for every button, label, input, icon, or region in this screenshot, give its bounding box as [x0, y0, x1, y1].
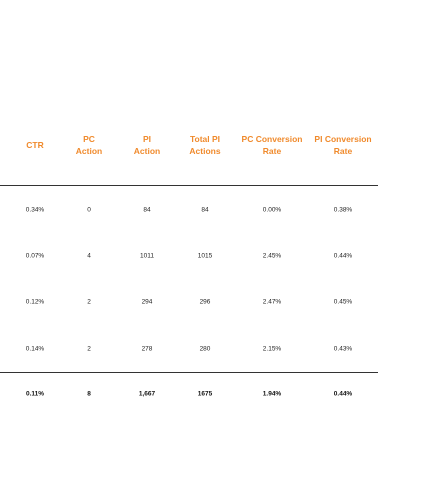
cell-total-pi-actions: 296	[199, 298, 211, 306]
header-pc-conversion-rate-line2: Rate	[262, 146, 282, 156]
cell-pc-conversion-rate: 2.47%	[262, 298, 282, 306]
header-pi-conversion-rate	[314, 133, 371, 157]
header-pc-conversion-rate-line1: PC Conversion	[241, 134, 303, 144]
header-total-pi-actions	[189, 133, 220, 157]
cell-pc-action: 2	[87, 298, 91, 306]
cell-pi-action: 1011	[140, 252, 154, 260]
header-pi-conversion-rate-line1: PI Conversion	[314, 134, 372, 144]
cell-pi-conversion-rate: 0.38%	[333, 206, 353, 214]
header-divider	[0, 185, 378, 186]
cell-pi-conversion-rate: 0.45%	[333, 298, 353, 306]
header-pc-conversion-rate	[242, 133, 303, 157]
header-pc-action-line1: PC	[83, 134, 95, 144]
cell-ctr: 0.07%	[25, 252, 45, 260]
total-pi-conversion-rate: 0.44%	[333, 390, 353, 398]
cell-pc-action: 2	[87, 345, 91, 353]
cell-pc-conversion-rate: 2.45%	[262, 252, 282, 260]
cell-pi-conversion-rate: 0.43%	[333, 345, 353, 353]
total-pc-conversion-rate: 1.94%	[262, 390, 282, 398]
total-total-pi-actions: 1675	[197, 390, 213, 398]
header-pi-action-line2: Action	[133, 146, 161, 156]
cell-pi-conversion-rate: 0.44%	[333, 252, 353, 260]
header-pi-conversion-rate-line2: Rate	[333, 146, 353, 156]
header-ctr	[26, 139, 43, 151]
header-total-pi-actions-line2: Actions	[189, 146, 221, 156]
cell-total-pi-actions: 1015	[197, 252, 213, 260]
header-total-pi-actions-line1: Total PI	[189, 134, 221, 144]
header-pc-action-line2: Action	[75, 146, 103, 156]
header-pi-action-line1: PI	[142, 134, 152, 144]
header-pc-action	[76, 133, 102, 157]
cell-total-pi-actions: 280	[199, 345, 211, 353]
header-pi-action	[134, 133, 160, 157]
cell-pi-action: 294	[141, 298, 153, 306]
cell-pc-action: 4	[87, 252, 91, 260]
cell-ctr: 0.34%	[25, 206, 45, 214]
total-ctr: 0.11%	[25, 390, 45, 398]
total-pc-action: 8	[87, 390, 91, 398]
cell-pi-action: 84	[143, 206, 151, 214]
header-ctr-label: CTR	[26, 140, 44, 150]
cell-pc-conversion-rate: 2.15%	[262, 345, 282, 353]
total-pi-action: 1,667	[138, 390, 156, 398]
cell-ctr: 0.14%	[25, 345, 45, 353]
cell-pc-action: 0	[87, 206, 91, 214]
cell-pi-action: 278	[141, 345, 153, 353]
total-divider	[0, 372, 378, 373]
cell-ctr: 0.12%	[25, 298, 45, 306]
cell-total-pi-actions: 84	[201, 206, 209, 214]
cell-pc-conversion-rate: 0.00%	[262, 206, 282, 214]
